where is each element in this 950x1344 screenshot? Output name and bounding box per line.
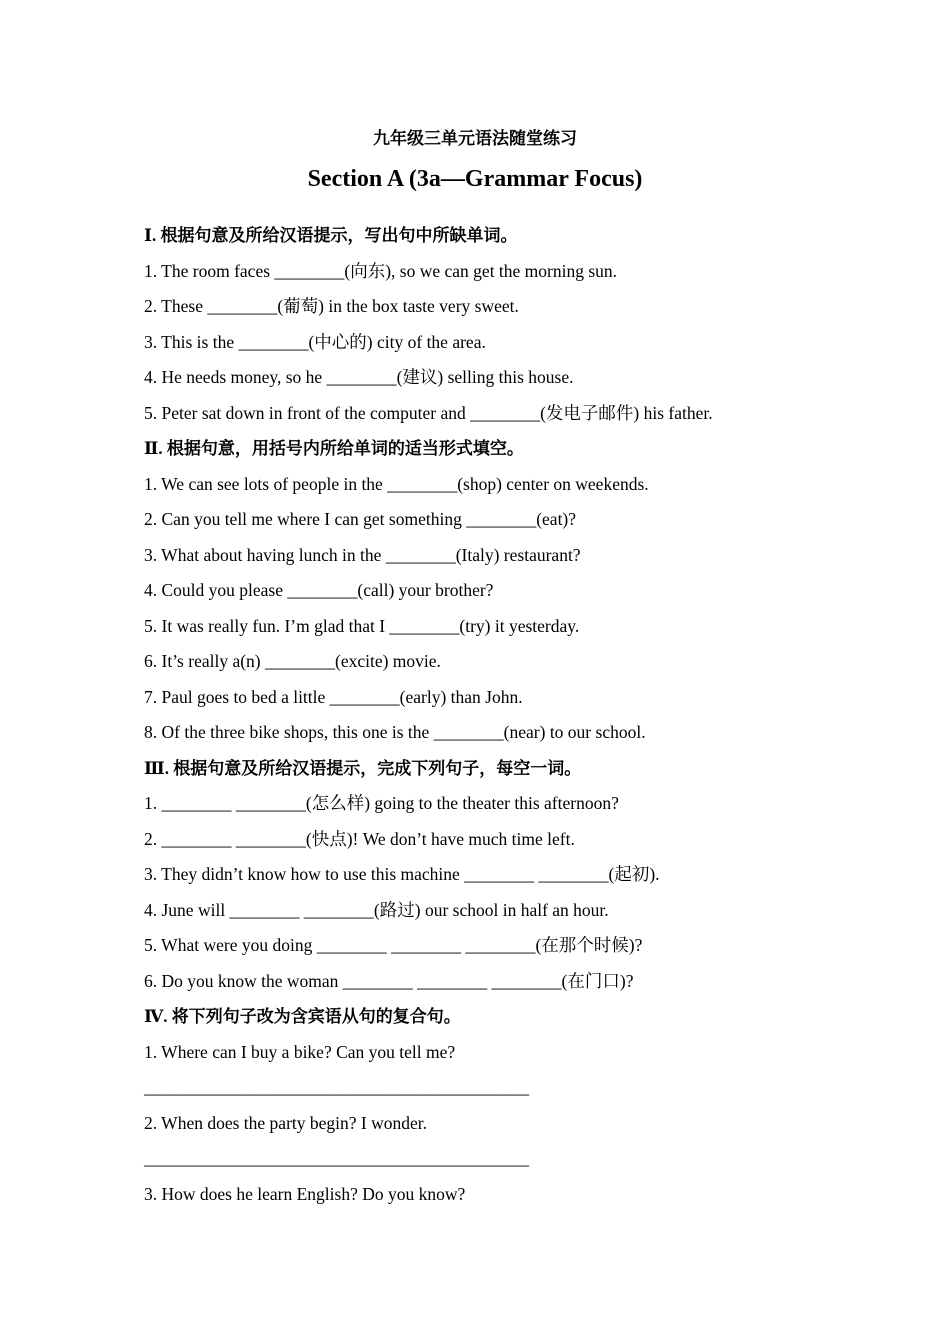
section-2-item-3: 3. What about having lunch in the ________(Italy) restaurant? [144,544,581,565]
section-2-item-5: 5. It was really fun. I’m glad that I ________(try) it yesterday. [144,615,580,636]
section-1-item-4: 4. He needs money, so he ________(建议) selling this house. [144,367,574,387]
section-3-item-3: 3. They didn’t know how to use this machine ________ ________(起初). [144,864,660,884]
section-2-item-6: 6. It’s really a(n) ________(excite) movie. [144,651,441,671]
section-2-item-4: 4. Could you please ________(call) your brother? [144,580,494,600]
section-4-answer-line-1: _____________________________________________ [144,1077,529,1097]
section-1-item-5: 5. Peter sat down in front of the computer and ________(发电子邮件) his father. [144,402,713,423]
worksheet-body [144,218,844,1212]
section-3-item-1: 1. ________ ________(怎么样) going to the theater this afternoon? [144,793,619,813]
section-4-item-1: 1. Where can I buy a bike? Can you tell me? [144,1041,456,1062]
section-3-item-4: 4. June will ________ ________(路过) our school in half an hour. [144,899,609,920]
worksheet-title-chinese: 九年级三单元语法随堂练习 [373,129,577,148]
section-3-item-2: 2. ________ ________(快点)! We don’t have much time left. [144,828,575,849]
section-2-item-7: 7. Paul goes to bed a little ________(early) than John. [144,686,523,707]
section-4-item-2: 2. When does the party begin? I wonder. [144,1112,427,1133]
section-1-heading: Ⅰ. 根据句意及所给汉语提示，写出句中所缺单词。 [144,226,518,245]
section-1-item-3: 3. This is the ________(中心的) city of the area. [144,331,486,352]
section-4-answer-line-2: _____________________________________________ [144,1148,529,1168]
section-4-heading: Ⅳ. 将下列句子改为含宾语从句的复合句。 [144,1007,461,1026]
section-3-item-5: 5. What were you doing ________ ________ ________(在那个时候)? [144,935,643,955]
section-2-item-1: 1. We can see lots of people in the ________(shop) center on weekends. [144,473,649,494]
section-3-item-6: 6. Do you know the woman ________ ________ ________(在门口)? [144,970,634,991]
section-2-item-2: 2. Can you tell me where I can get something ________(eat)? [144,509,577,529]
section-3-heading: Ⅲ. 根据句意及所给汉语提示，完成下列句子，每空一词。 [144,758,582,778]
worksheet-title-english: Section A (3a—Grammar Focus) [307,166,643,192]
section-1-item-1: 1. The room faces ________(向东), so we can get the morning sun. [144,260,618,281]
section-2-heading: Ⅱ. 根据句意，用括号内所给单词的适当形式填空。 [144,439,524,458]
section-4-item-3: 3. How does he learn English? Do you know? [144,1183,466,1204]
section-1-item-2: 2. These ________(葡萄) in the box taste very sweet. [144,296,519,316]
section-2-item-8: 8. Of the three bike shops, this one is the ________(near) to our school. [144,722,646,742]
